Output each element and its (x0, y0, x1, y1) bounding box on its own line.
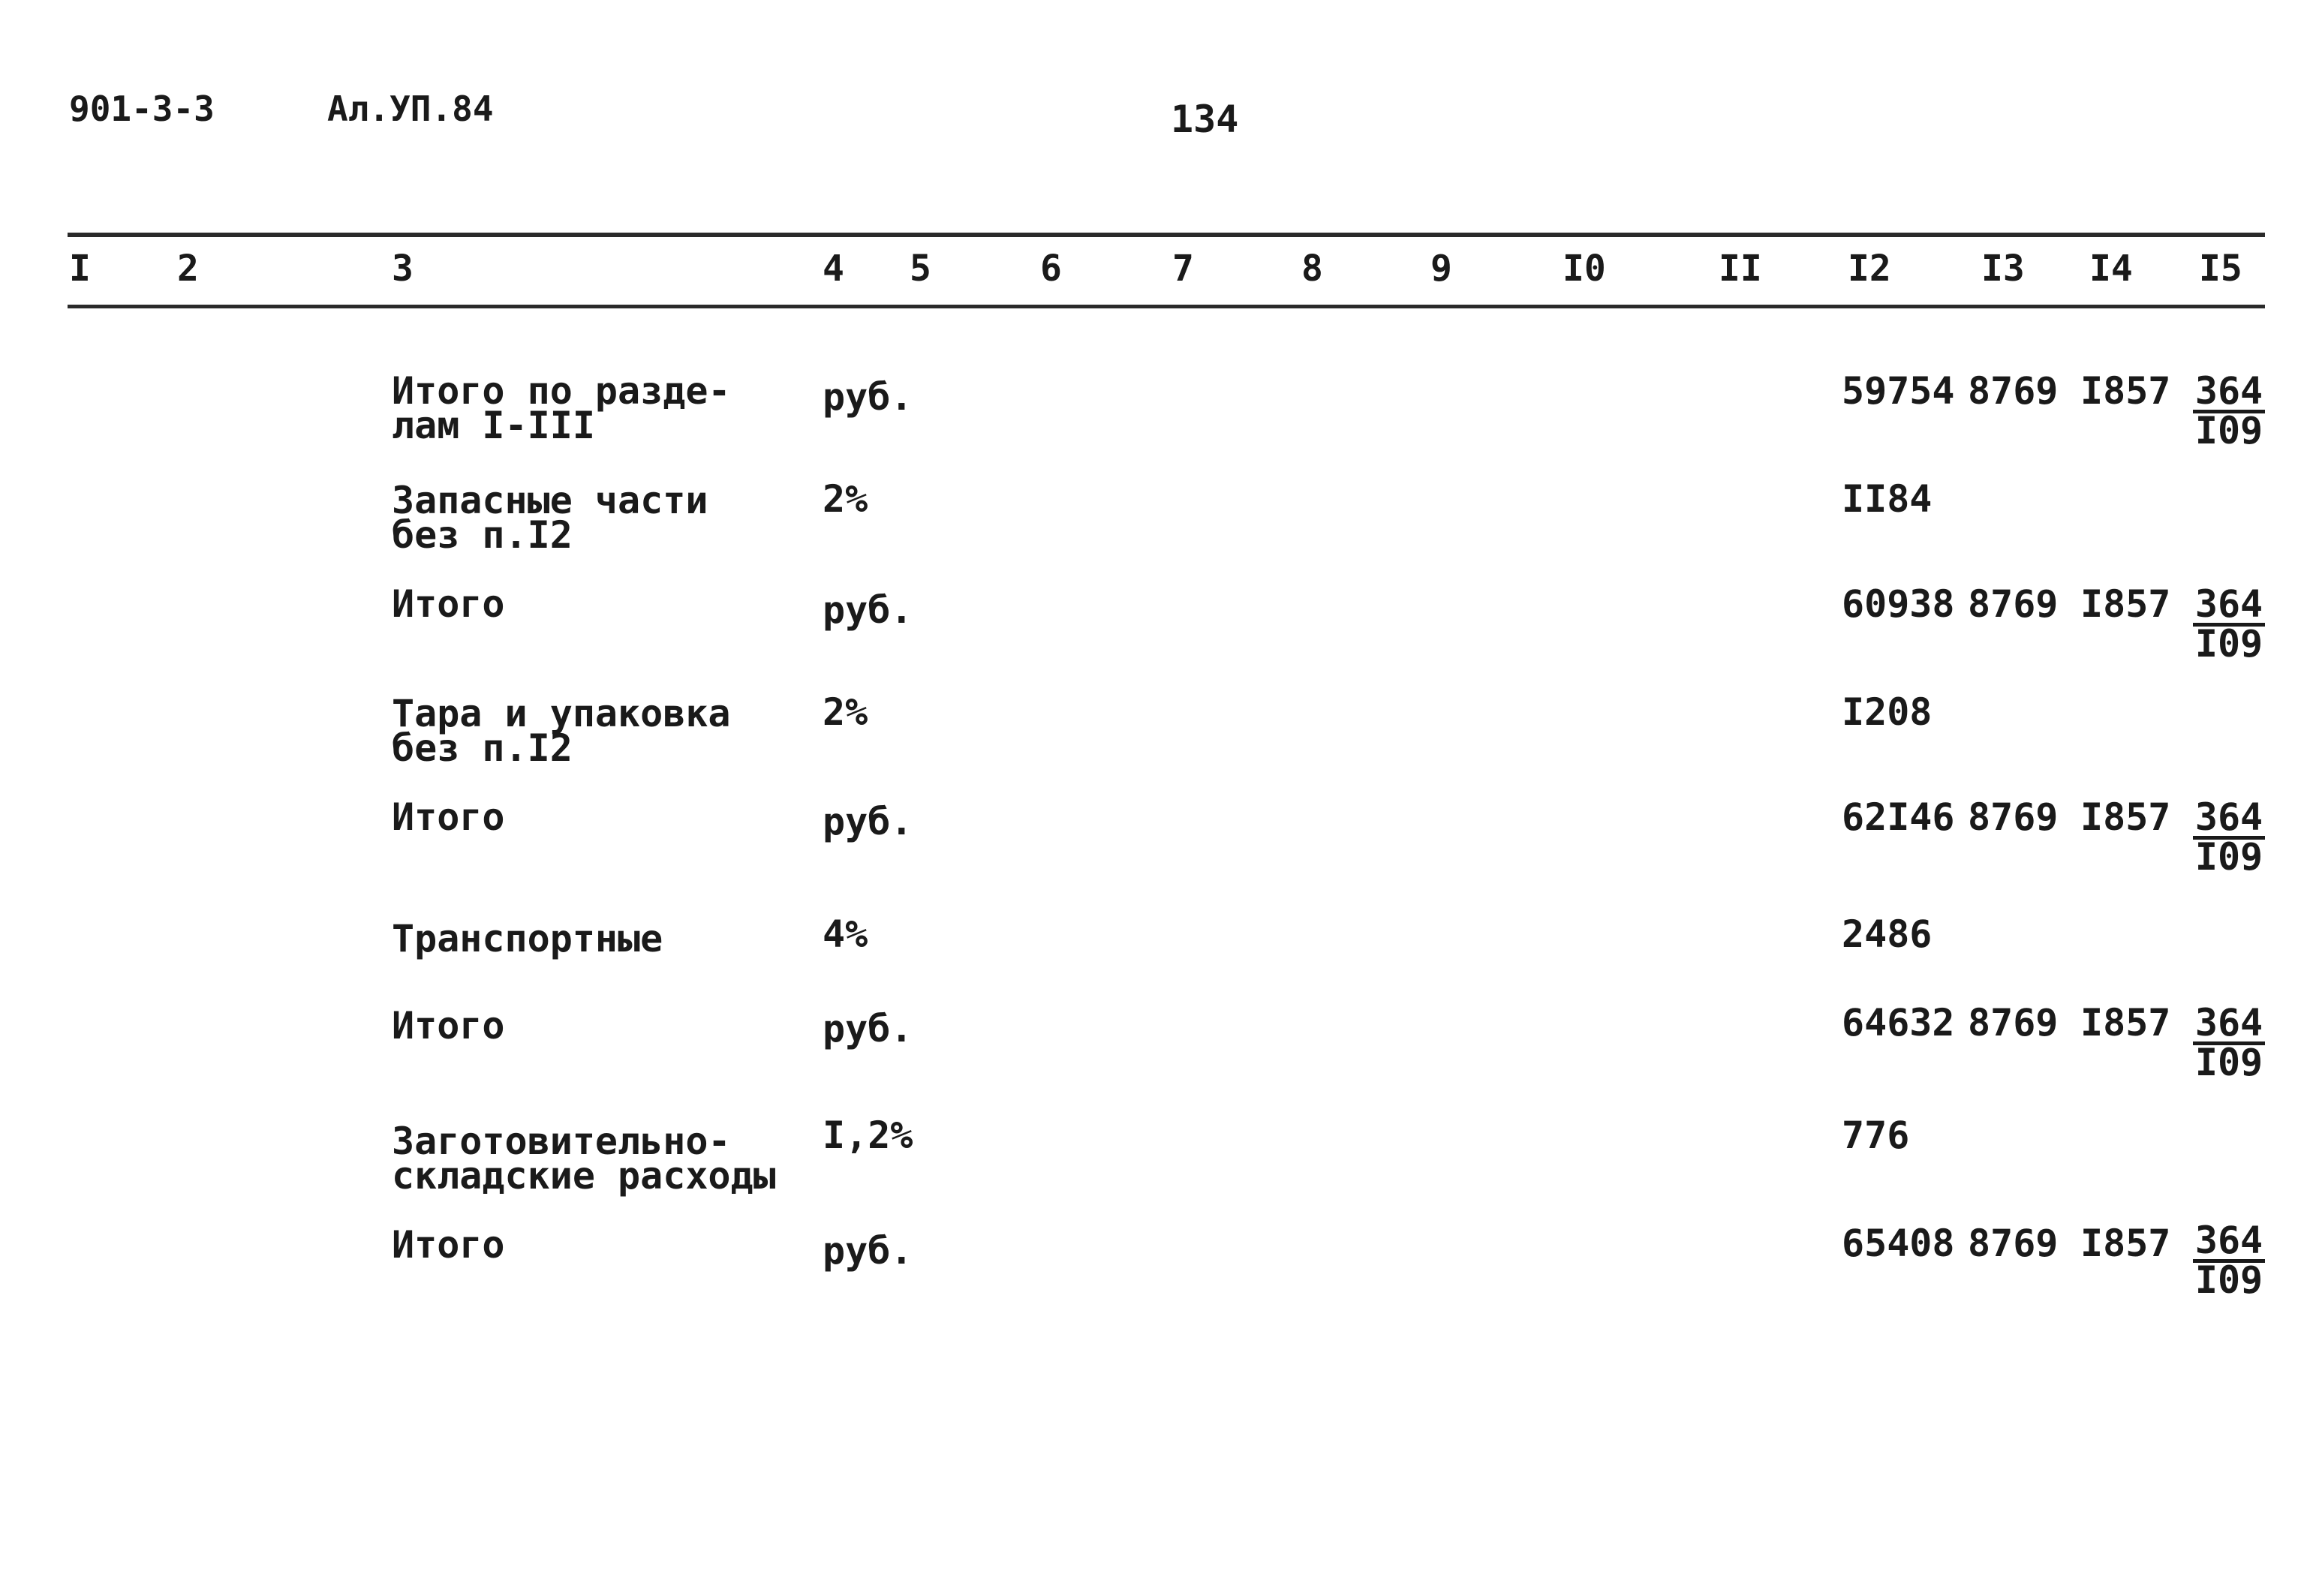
row-description: Заготовительно- (392, 1120, 731, 1163)
row-col13: 8769 (1968, 795, 2059, 839)
column-header-3: 3 (392, 248, 414, 290)
fraction-numerator: 364 (2193, 587, 2265, 627)
fraction-denominator: I09 (2194, 1041, 2263, 1084)
fraction-denominator: I09 (2194, 835, 2263, 879)
page-number: 134 (1171, 98, 1239, 141)
row-col12: II84 (1842, 477, 1933, 521)
row-col13: 8769 (1968, 582, 2059, 626)
fraction-denominator: I09 (2194, 1258, 2263, 1302)
table-top-rule (68, 233, 2265, 237)
row-unit: руб. (823, 1007, 913, 1050)
row-description: Итого (392, 1004, 505, 1047)
column-header-13: I3 (1981, 248, 2025, 290)
row-unit: руб. (823, 1229, 913, 1273)
row-col12: 2486 (1842, 912, 1933, 956)
row-col15-fraction (2193, 369, 2265, 452)
row-col15-fraction (2193, 582, 2265, 666)
row-description: Запасные части (392, 479, 708, 522)
row-col15-fraction (2193, 795, 2265, 879)
row-col12: 776 (1842, 1114, 1910, 1157)
fraction-numerator: 364 (2193, 800, 2265, 840)
document-number: 901-3-3 (69, 89, 215, 129)
row-unit: руб. (823, 375, 913, 419)
row-col13: 8769 (1968, 1001, 2059, 1044)
album-code: Ал.УП.84 (327, 89, 494, 129)
row-unit: I,2% (823, 1114, 913, 1157)
fraction-numerator: 364 (2193, 1005, 2265, 1045)
row-description: Итого (392, 582, 505, 626)
row-col12: 59754 (1842, 369, 1955, 413)
fraction-numerator: 364 (2193, 1223, 2265, 1263)
row-description: Транспортные (392, 917, 663, 960)
column-header-14: I4 (2089, 248, 2133, 290)
row-col13: 8769 (1968, 1222, 2059, 1265)
column-header-7: 7 (1172, 248, 1194, 290)
row-col13: 8769 (1968, 369, 2059, 413)
row-unit: руб. (823, 800, 913, 843)
row-unit: 4% (823, 912, 868, 956)
column-header-4: 4 (823, 248, 844, 290)
column-header-1: I (69, 248, 91, 290)
row-col12: 62I46 (1842, 795, 1955, 839)
column-header-2: 2 (177, 248, 199, 290)
row-col12: 65408 (1842, 1222, 1955, 1265)
row-unit: руб. (823, 588, 913, 632)
fraction-numerator: 364 (2193, 374, 2265, 413)
row-description-cont: без п.I2 (392, 726, 573, 770)
row-col14: I857 (2080, 369, 2171, 413)
table-header-rule (68, 305, 2265, 308)
row-description: Итого (392, 1223, 505, 1267)
column-header-15: I5 (2199, 248, 2242, 290)
column-header-11: II (1719, 248, 1762, 290)
row-description-cont: без п.I2 (392, 513, 573, 557)
row-col14: I857 (2080, 1001, 2171, 1044)
row-col15-fraction (2193, 1001, 2265, 1084)
row-description-cont: лам I-III (392, 404, 595, 447)
row-unit: 2% (823, 477, 868, 521)
row-col12: I208 (1842, 690, 1933, 734)
row-col12: 64632 (1842, 1001, 1955, 1044)
row-description-cont: складские расходы (392, 1154, 776, 1198)
row-col15-fraction (2193, 1219, 2265, 1302)
row-col14: I857 (2080, 795, 2171, 839)
column-header-10: I0 (1563, 248, 1606, 290)
column-header-6: 6 (1040, 248, 1062, 290)
row-description: Тара и упаковка (392, 692, 731, 735)
column-header-12: I2 (1848, 248, 1891, 290)
fraction-denominator: I09 (2194, 622, 2263, 666)
row-description: Итого (392, 795, 505, 839)
row-unit: 2% (823, 690, 868, 734)
row-col14: I857 (2080, 582, 2171, 626)
row-col12: 60938 (1842, 582, 1955, 626)
fraction-denominator: I09 (2194, 409, 2263, 452)
column-header-8: 8 (1301, 248, 1323, 290)
column-header-9: 9 (1430, 248, 1452, 290)
row-description: Итого по разде- (392, 369, 731, 413)
column-header-5: 5 (910, 248, 931, 290)
row-col14: I857 (2080, 1222, 2171, 1265)
